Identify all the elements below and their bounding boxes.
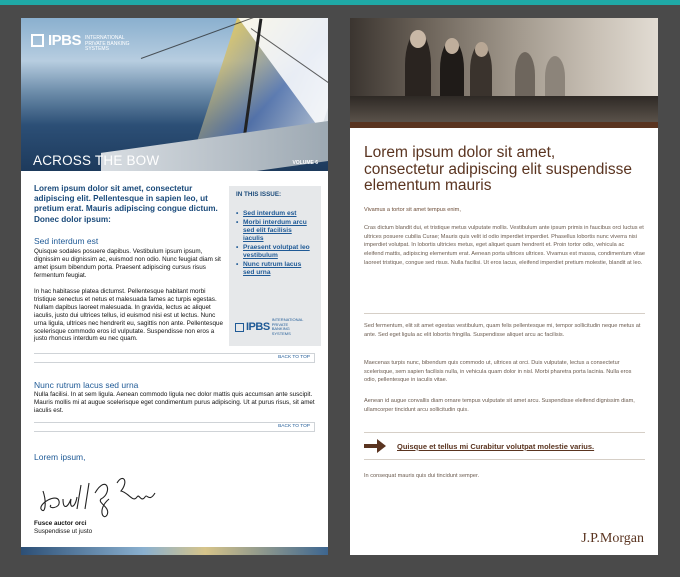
cta-link[interactable]: Quisque et tellus mi Curabitur volutpat molestie varius. xyxy=(397,442,595,451)
flyer-page xyxy=(350,18,658,555)
ipbs-logo-small xyxy=(235,318,306,336)
arrow-right-icon xyxy=(364,439,386,453)
closing-text: In consequat mauris quis dui tincidunt semper. xyxy=(364,473,480,479)
conference-table xyxy=(350,96,658,122)
intro-text: Lorem ipsum dolor sit amet, consectetur adipiscing elit. Pellentesque in sapien leo, ut pretium erat. Mauris adipiscing congue dictum. Donec dolor ipsum: xyxy=(34,184,218,224)
business-people-photo xyxy=(350,18,658,122)
issue-title: IN THIS ISSUE: xyxy=(236,191,282,198)
person-figure xyxy=(515,52,535,98)
issue-link[interactable]: • Nunc rutrum lacus sed urna xyxy=(236,261,314,277)
top-accent-bar xyxy=(0,0,680,5)
newsletter-title: ACROSS THE BOW xyxy=(33,153,160,168)
volume-label: VOLUME 6 xyxy=(292,160,318,166)
ipbs-logo xyxy=(31,34,145,53)
section-paragraph: Nulla facilisi. In at sem ligula. Aenean commodo ligula nec dolor mattis quis accumsan ante suscipit. Mauris mollis mi at augue scelerisque eget condimentum purus adipiscing. Ut at purus risus, sit amet iaculis est. xyxy=(34,391,315,414)
divider-rule xyxy=(364,459,645,460)
divider-rule xyxy=(364,313,645,314)
flyer-paragraph: Cras dictum blandit dui, et tristique metus vulputate mollis. Vestibulum ante ipsum primis in faucibus orci luctus et ultrices posuere cubilia Curae; Mauris quis velit id odio imperdiet imperdiet. Phasellus lobortis nunc viverra nisi imperdiet volutpat. In lobortis ultricies metus, eget aliquet quam hendrerit et. Proin tortor odio, vehicula ac eleifend mattis, adipiscing elementum erat. Aenean porta ultrices ultrices. Vivamus est massa, condimentum vitae laoreet tristique, congue sed risus. Nulla facilisi. Ut eros lacus, eleifend imperdiet pretium molestie, blandit at leo. xyxy=(364,225,645,266)
back-to-top-row xyxy=(34,353,315,363)
back-to-top-link[interactable]: BACK TO TOP xyxy=(278,424,310,429)
issue-list xyxy=(236,210,314,277)
issue-link[interactable]: • Praesent volutpat leo vestibulum xyxy=(236,244,314,260)
issue-link[interactable]: • Morbi interdum arcu sed elit facilisis iaculis xyxy=(236,219,314,243)
logo-square-icon xyxy=(235,323,244,332)
flyer-subtitle: Vivamus a tortor sit amet tempus enim, xyxy=(364,207,461,213)
section-heading: Nunc rutrum lacus sed urna xyxy=(34,380,139,390)
flyer-paragraph: Maecenas turpis nunc, bibendum quis commodo ut, ultrices at orci. Duis vulputate, lectus a consectetur scelerisque, sem sapien facilisis nulla, in vehicula quam dolor in nisl. Morbi pharetra porta lacinia. Nulla eros odio, pellentesque in iaculis vitae. xyxy=(364,360,632,384)
flyer-paragraph: Aenean id augue convallis diam ornare tempus vulputate sit amet arcu. Suspendisse eleifend dignissim diam, ullamcorper tincidunt arcu sollicitudin quis. xyxy=(364,398,635,413)
divider-rule xyxy=(364,432,645,433)
logo-subtitle: INTERNATIONAL PRIVATE BANKING SYSTEMS xyxy=(271,317,304,336)
back-to-top-link[interactable]: BACK TO TOP xyxy=(278,355,310,360)
handwritten-signature xyxy=(37,463,157,518)
footer-image-strip xyxy=(21,547,328,555)
logo-square-icon xyxy=(31,34,44,47)
hero-sailing-image xyxy=(21,18,328,171)
signatory-name: Fusce auctor orci xyxy=(34,520,87,527)
jpmorgan-logo: J.P.Morgan xyxy=(581,531,644,546)
brown-divider-bar xyxy=(350,122,658,128)
issue-link[interactable]: • Sed interdum est xyxy=(236,210,314,218)
back-to-top-row xyxy=(34,422,315,432)
person-figure xyxy=(545,56,565,98)
person-head xyxy=(445,38,459,54)
section-paragraph: Quisque sodales posuere dapibus. Vestibulum ipsum ipsum, dignissim eu dignissim ac, euismod non odio. Nunc feugiat diam sit amet ipsum bibendum porta. Praesent adipiscing cursus risus fermentum feugiat. xyxy=(34,248,221,279)
flyer-paragraph: Sed fermentum, elit sit amet egestas vestibulum, quam felis pellentesque mi, tempor sollicitudin neque metus at ante. Sed eget ligula ac elit lobortis fringilla. Suspendisse aliquet arcu ac facilisis. xyxy=(364,323,641,338)
signatory-title: Suspendisse ut justo xyxy=(34,528,93,535)
logo-text: IPBS xyxy=(48,32,82,49)
person-head xyxy=(475,42,488,57)
person-head xyxy=(410,30,426,48)
logo-subtitle: INTERNATIONAL PRIVATE BANKING SYSTEMS xyxy=(85,35,130,52)
flyer-headline: Lorem ipsum dolor sit amet, consectetur adipiscing elit suspendisse elementum mauris xyxy=(364,144,632,194)
signoff-text: Lorem ipsum, xyxy=(34,452,86,462)
section-paragraph: In hac habitasse platea dictumst. Pellentesque habitant morbi tristique senectus et netus et malesuada fames ac turpis egestas. Nullam dapibus laoreet malesuada. In gravida, lectus ac aliquet iaculis, justo dui ultrices tellus, id euismod nisi est ut lectus. Nunc urna ligula, ultrices nec hendrerit eu, sagittis non ante. Pellentesque scelerisque commodo eros id vulputate. Suspendisse non eros a justo rhoncus interdum eu nec quam. xyxy=(34,288,224,343)
newsletter-page xyxy=(21,18,328,555)
section-heading: Sed interdum est xyxy=(34,236,99,246)
in-this-issue-box xyxy=(229,186,321,346)
logo-text: IPBS xyxy=(246,321,270,333)
